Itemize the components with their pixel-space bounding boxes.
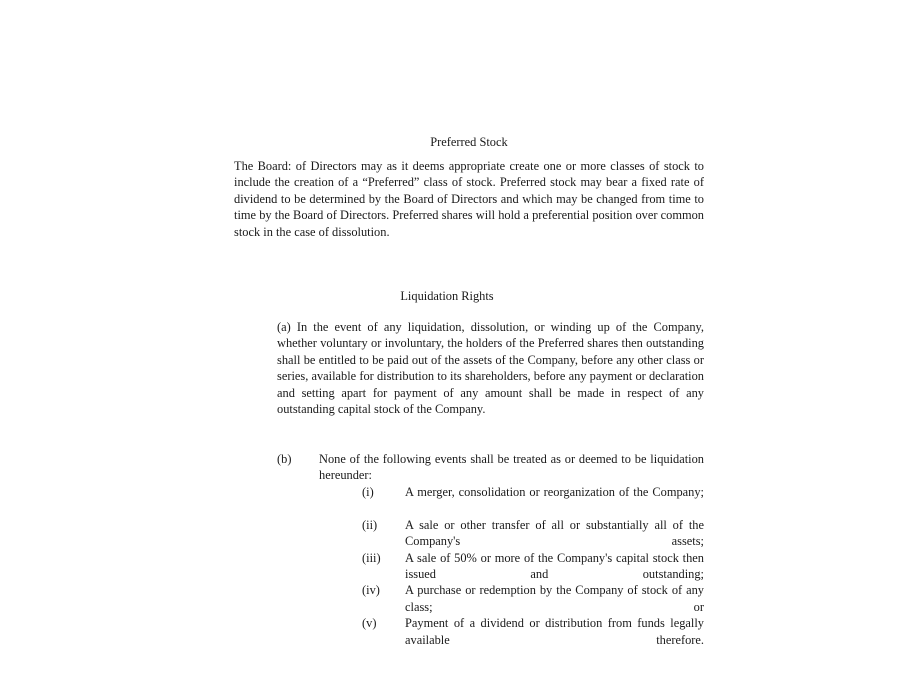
list-item-text: A purchase or redemption by the Company of stock of any class; or [405,583,704,614]
list-item-numeral: (i) [362,485,374,499]
list-item-numeral: (iv) [362,583,380,598]
list-item-numeral: (iii) [362,550,381,565]
list-item [362,582,704,615]
section-title: Preferred Stock [430,135,508,149]
list-item [362,615,704,648]
list-item-text: A sale or other transfer of all or substantially all of the Company's assets; [405,517,704,549]
list-item-text: A merger, consolidation or reorganization of the Company; [405,485,704,499]
clause-b-list [362,484,704,648]
list-item-text: Payment of a dividend or distribution from funds legally available therefore. [405,616,704,647]
clause-b-text: None of the following events shall be treated as or deemed to be liquidation hereunder: [319,452,704,483]
list-item [362,517,704,550]
list-item [362,550,704,583]
list-item-numeral: (ii) [362,517,378,532]
clause-a-paragraph: (a) In the event of any liquidation, dissolution, or winding up of the Company, whether voluntary or involuntary, the holders of the Preferred shares then outstanding shall be entitled to be paid out of the assets of the Company, before any other class or series, available for distribution to its shareholders, before any payment or declaration and setting apart for payment of any amount shall be made in respect of any outstanding capital stock of the Company. [277,320,704,417]
list-item-numeral: (v) [362,616,377,631]
subsection-title: Liquidation Rights [400,289,494,303]
list-item [362,484,704,517]
clause-b-label: (b) [277,452,292,466]
intro-paragraph: The Board: of Directors may as it deems appropriate create one or more classes of stock to include the creation of a “Preferred” class of stock. Preferred stock may bear a fixed rate of dividend to be determined by the Board of Directors and which may be changed from time to time by the Board of Directors. Preferred shares will hold a preferential position over common stock in the case of dissolution. [234,159,704,239]
list-item-text: A sale of 50% or more of the Company's capital stock then issued and outstanding; [405,550,704,581]
